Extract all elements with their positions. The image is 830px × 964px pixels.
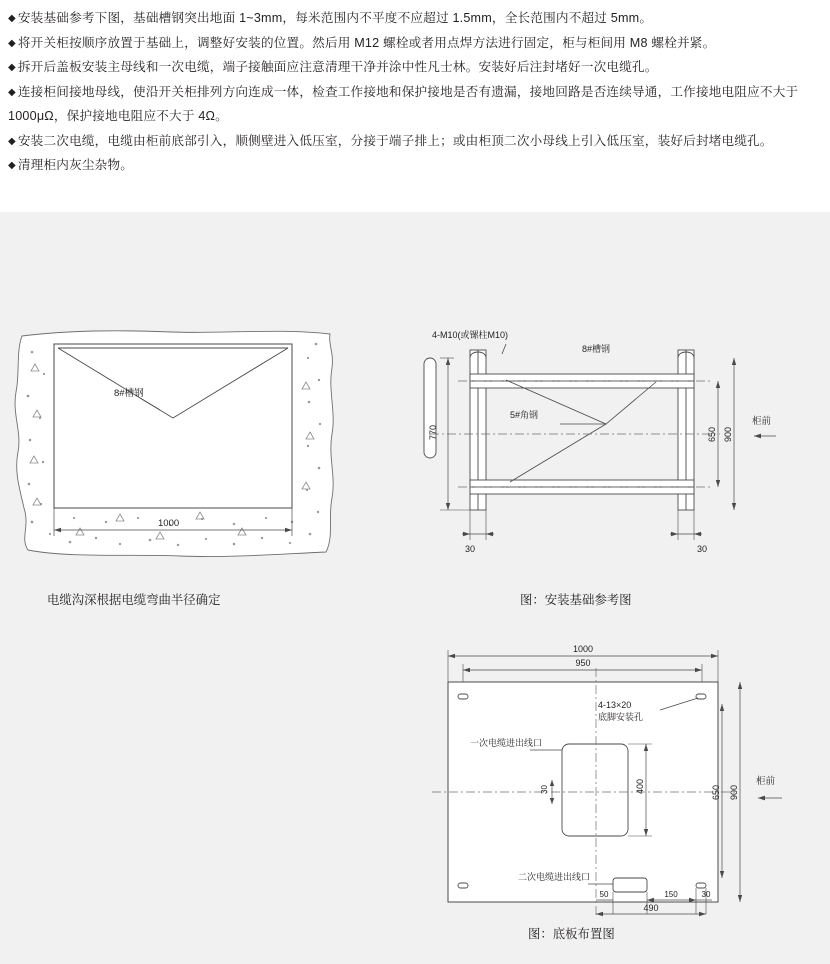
leader-bolt bbox=[502, 344, 506, 354]
dim-label-50: 50 bbox=[599, 890, 609, 899]
dim-label-900: 900 bbox=[729, 784, 739, 800]
arrow-up-icon bbox=[446, 358, 450, 365]
arrow-right-icon bbox=[711, 654, 718, 658]
arrow-left-icon bbox=[596, 912, 603, 916]
figure-cable-trench bbox=[10, 322, 350, 582]
primary-cable-opening bbox=[562, 744, 628, 836]
dim-label-30-right: 30 bbox=[696, 544, 708, 554]
dim-label-900: 900 bbox=[723, 426, 733, 442]
dim-label-1000: 1000 bbox=[158, 518, 180, 529]
note-text: 安装基础参考下图，基础槽钢突出地面 1~3mm，每米范围内不平度不应超过 1.5mm，全长范围内不超过 5mm。 bbox=[17, 11, 653, 25]
dim-label-1000: 1000 bbox=[572, 644, 594, 654]
figures-panel bbox=[0, 212, 830, 964]
label-front: 柜前 bbox=[752, 416, 772, 427]
figure1-caption: 电缆沟深根据电缆弯曲半径确定 bbox=[47, 593, 221, 607]
dim-label-30: 30 bbox=[540, 785, 549, 794]
leader-angle-steel bbox=[510, 424, 606, 482]
arrow-up-icon bbox=[720, 704, 724, 711]
dim-label-770: 770 bbox=[428, 424, 438, 440]
label-bolt: 4-M10(或镙柱M10) bbox=[432, 330, 509, 340]
diamond-bullet-icon: ◆ bbox=[8, 135, 16, 147]
arrow-left-icon bbox=[463, 532, 470, 536]
label-mount-hole: 4-13×20 bbox=[598, 700, 632, 710]
diamond-bullet-icon: ◆ bbox=[8, 62, 16, 74]
arrow-up-icon bbox=[716, 381, 720, 388]
dim-label-30b: 30 bbox=[701, 890, 711, 899]
label-channel-steel: 8#槽钢 bbox=[114, 388, 144, 399]
dim-label-950: 950 bbox=[575, 658, 591, 668]
note-line bbox=[8, 129, 822, 154]
arrow-right-icon bbox=[486, 532, 493, 536]
arrow-left-icon bbox=[463, 668, 470, 672]
installation-notes bbox=[0, 0, 830, 178]
label-angle-steel: 5#角钢 bbox=[510, 410, 539, 420]
label-front: 柜前 bbox=[756, 776, 776, 787]
arrow-left-icon bbox=[448, 654, 455, 658]
note-text: 将开关柜按顺序放置于基础上，调整好安装的位置。然后用 M12 螺栓或者用点焊方法进行固定，柜与柜间用 M8 螺栓并紧。 bbox=[17, 35, 716, 50]
trench-inner-rect bbox=[54, 344, 292, 508]
diamond-bullet-icon: ◆ bbox=[8, 160, 16, 172]
dim-label-650: 650 bbox=[711, 784, 721, 800]
note-text: 清理柜内灰尘杂物。 bbox=[17, 158, 134, 173]
diamond-bullet-icon: ◆ bbox=[8, 37, 16, 49]
arrow-right-icon bbox=[695, 668, 702, 672]
arrow-left-icon bbox=[671, 532, 678, 536]
figure2-caption: 图：安装基础参考图 bbox=[520, 593, 632, 607]
note-text: 安装二次电缆，电缆由柜前底部引入，顺侧壁进入低压室，分接于端子排上；或由柜顶二次小母线上引入低压室，装好后封堵电缆孔。 bbox=[17, 133, 773, 148]
label-secondary-cable: 二次电缆进出线口 bbox=[518, 872, 591, 882]
foundation-frame bbox=[470, 350, 694, 510]
note-text: 连接柜间接地母线，使沿开关柜排列方向连成一体，检查工作接地和保护接地是否有遗漏，接地回路是否连续导通，工作接地电阻应不大于 1000μΩ，保护接地电阻应不大于 4Ω。 bbox=[8, 84, 799, 124]
arrow-right-icon bbox=[699, 912, 706, 916]
secondary-cable-opening bbox=[613, 878, 647, 892]
note-line bbox=[8, 31, 822, 56]
note-line bbox=[8, 55, 822, 80]
note-line bbox=[8, 80, 822, 129]
dim-label-650: 650 bbox=[707, 426, 717, 442]
note-line bbox=[8, 153, 822, 178]
label-primary-cable: 一次电缆进出线口 bbox=[470, 738, 543, 748]
side-view-profile bbox=[424, 358, 436, 458]
arrow-down-icon bbox=[446, 503, 450, 510]
arrow-left-icon bbox=[758, 796, 765, 801]
label-mount-hole-sub: 底脚安装孔 bbox=[598, 712, 644, 722]
arrow-up-icon bbox=[732, 358, 736, 365]
arrow-down-icon bbox=[732, 503, 736, 510]
arrow-down-icon bbox=[716, 480, 720, 487]
dim-label-490: 490 bbox=[643, 903, 659, 913]
figure-foundation bbox=[410, 320, 810, 588]
arrow-left-icon bbox=[754, 434, 761, 439]
diamond-bullet-icon: ◆ bbox=[8, 86, 16, 98]
diamond-bullet-icon: ◆ bbox=[8, 13, 16, 24]
arrow-right-icon bbox=[694, 532, 701, 536]
arrow-down-icon bbox=[720, 871, 724, 878]
dim-label-150: 150 bbox=[664, 890, 678, 899]
arrow-up-icon bbox=[738, 682, 742, 689]
dim-label-400: 400 bbox=[635, 778, 645, 794]
note-line bbox=[8, 6, 822, 31]
figure3-caption: 图：底板布置图 bbox=[528, 927, 615, 941]
arrow-down-icon bbox=[738, 895, 742, 902]
dim-label-30-left: 30 bbox=[464, 544, 476, 554]
figure-base-plate bbox=[410, 632, 810, 922]
note-text: 拆开后盖板安装主母线和一次电缆，端子接触面应注意清理干净并涂中性凡士林。安装好后注封堵好一次电缆孔。 bbox=[17, 60, 658, 75]
label-channel-steel: 8#槽钢 bbox=[582, 344, 611, 354]
